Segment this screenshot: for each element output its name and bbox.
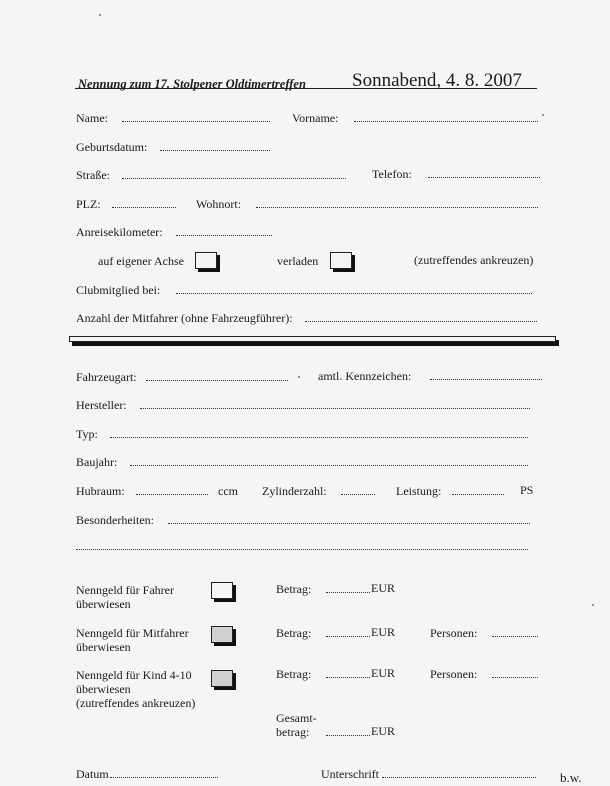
telefon-field[interactable]	[428, 177, 540, 178]
achse-checkbox[interactable]	[195, 252, 217, 269]
section-separator	[69, 336, 556, 342]
wohnort-field[interactable]	[256, 207, 538, 208]
ankreuzen-note: (zutreffendes ankreuzen)	[414, 253, 534, 267]
telefon-label: Telefon:	[372, 167, 412, 181]
hubraum-label: Hubraum:	[76, 484, 125, 498]
strasse-field[interactable]	[122, 178, 346, 179]
fee-kind-note: (zutreffendes ankreuzen)	[76, 696, 196, 710]
baujahr-field[interactable]	[130, 465, 528, 466]
verladen-checkbox[interactable]	[330, 252, 352, 269]
fahrer-betrag-label: Betrag:	[276, 582, 312, 596]
scan-speck	[99, 14, 101, 16]
fahrzeugart-field[interactable]	[146, 380, 288, 381]
besonderheiten-field[interactable]	[168, 523, 530, 524]
hubraum-field[interactable]	[136, 494, 208, 495]
fahrer-betrag-field[interactable]	[326, 592, 370, 593]
fee-fahrer-label: Nenngeld für Fahrer	[76, 583, 174, 597]
besonderheiten-label: Besonderheiten:	[76, 513, 154, 527]
fee-mitfahrer-label: Nenngeld für Mitfahrer	[76, 626, 189, 640]
datum-field[interactable]	[110, 777, 218, 778]
kind-betrag-field[interactable]	[326, 677, 370, 678]
typ-field[interactable]	[110, 437, 528, 438]
unterschrift-label: Unterschrift	[321, 767, 379, 781]
ccm-unit: ccm	[218, 484, 238, 498]
gesamt-sub: betrag:	[276, 725, 310, 739]
wohnort-label: Wohnort:	[196, 197, 242, 211]
plz-label: PLZ:	[76, 197, 101, 211]
anreise-field[interactable]	[176, 235, 272, 236]
vorname-field[interactable]	[354, 121, 538, 122]
event-date: Sonnabend, 4. 8. 2007	[352, 70, 522, 91]
baujahr-label: Baujahr:	[76, 455, 118, 469]
mitfahrer-label: Anzahl der Mitfahrer (ohne Fahrzeugführer):	[76, 311, 293, 325]
plz-field[interactable]	[112, 207, 176, 208]
name-label: Name:	[76, 111, 108, 125]
fahrzeugart-label: Fahrzeugart:	[76, 370, 137, 384]
event-title: Nennung zum 17. Stolpener Oldtimertreffen	[78, 77, 306, 91]
zylinder-field[interactable]	[341, 494, 375, 495]
strasse-label: Straße:	[76, 168, 110, 182]
fee-kind-sub: überwiesen	[76, 682, 131, 696]
kind-currency: EUR	[371, 666, 395, 680]
verladen-label: verladen	[277, 254, 319, 268]
scan-speck	[542, 114, 544, 116]
hersteller-field[interactable]	[140, 408, 530, 409]
mitfahrer-currency: EUR	[371, 625, 395, 639]
achse-label: auf eigener Achse	[98, 254, 184, 268]
mitfahrer-field[interactable]	[305, 321, 537, 322]
zylinder-label: Zylinderzahl:	[262, 484, 327, 498]
kind-betrag-label: Betrag:	[276, 667, 312, 681]
fahrer-checkbox[interactable]	[211, 582, 233, 599]
kind-personen-label: Personen:	[430, 667, 478, 681]
scan-speck	[298, 376, 300, 378]
besonderheiten-field-2[interactable]	[76, 549, 528, 550]
mitfahrer-personen-field[interactable]	[492, 636, 538, 637]
fahrer-currency: EUR	[371, 581, 395, 595]
ps-unit: PS	[520, 483, 534, 497]
geburtsdatum-field[interactable]	[160, 150, 270, 151]
mitfahrer-checkbox[interactable]	[211, 626, 233, 643]
name-field[interactable]	[122, 121, 270, 122]
mitfahrer-betrag-field[interactable]	[326, 636, 370, 637]
fee-fahrer-sub: überwiesen	[76, 597, 131, 611]
leistung-field[interactable]	[452, 494, 504, 495]
gesamt-label: Gesamt-	[276, 711, 317, 725]
kind-checkbox[interactable]	[211, 670, 233, 687]
kennzeichen-field[interactable]	[430, 379, 542, 380]
club-label: Clubmitglied bei:	[76, 283, 161, 297]
mitfahrer-personen-label: Personen:	[430, 626, 478, 640]
typ-label: Typ:	[76, 427, 98, 441]
scan-speck	[592, 604, 594, 606]
fee-mitfahrer-sub: überwiesen	[76, 640, 131, 654]
bw-note: b.w.	[560, 770, 582, 785]
club-field[interactable]	[176, 293, 532, 294]
gesamt-currency: EUR	[371, 724, 395, 738]
unterschrift-field[interactable]	[382, 777, 536, 778]
geburtsdatum-label: Geburtsdatum:	[76, 140, 148, 154]
vorname-label: Vorname:	[292, 111, 339, 125]
leistung-label: Leistung:	[396, 484, 442, 498]
hersteller-label: Hersteller:	[76, 398, 127, 412]
datum-label: Datum	[76, 767, 109, 781]
anreise-label: Anreisekilometer:	[76, 225, 163, 239]
kind-personen-field[interactable]	[492, 677, 538, 678]
gesamt-betrag-field[interactable]	[326, 735, 370, 736]
fee-kind-label: Nenngeld für Kind 4-10	[76, 668, 192, 682]
mitfahrer-betrag-label: Betrag:	[276, 626, 312, 640]
kennzeichen-label: amtl. Kennzeichen:	[318, 369, 412, 383]
